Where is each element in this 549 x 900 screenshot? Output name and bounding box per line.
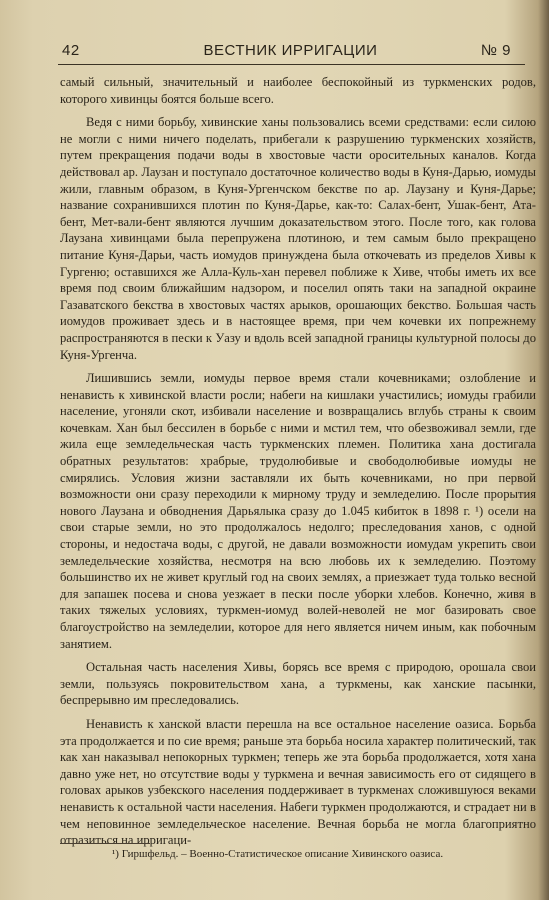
footnote-rule [60, 843, 150, 844]
paragraph-continuation: самый сильный, значительный и наиболее беспокойный из туркменских родов, которого хивинцы боятся больше всего. [60, 75, 536, 106]
article-body [60, 74, 536, 849]
issue-number: № 9 [480, 42, 511, 59]
header-rule [58, 64, 525, 65]
paragraph: Ведя с ними борьбу, хивинские ханы пользовались всеми средствами: если силою не могли с ними ничего поделать, прибегали к разрушению туркменских хозяйств, путем прекращения подачи воды в хвостовые части оросительных каналов. Когда действовал ар. Лаузан и поступало достаточное количество воды в Куня-Дарью, иомуды жили, главным образом, в Куня-Ургенчском бекстве по ар. Лаузану и Куня-Дарье; название сохранившихся плотин по Куня-Дарье, как-то: Салах-бент, Ушак-бент, Ата-бент, Мет-вали-бент являются лучшим доказательством этого. После того, как голова Лаузана хивинцами была перепружена плотиною, и тем самым было прекращено питание Куня-Дарьи, часть иомудов принуждена была откочевать из пределов Хивы к Гургеню; оставшихся же Алла-Куль-хан перевел поближе к Хиве, чтобы иметь их все время под своим ближайшим надзором, и поселил опять таки на западной окраине Газаватского бекства в хвостовых частях арыков, орошающих бекство. Большая часть иомудов проживает здесь и в настоящее время, при чем кочевки их попрежнему распространяются в пески к Уазу и вдоль всей западной границы культурной полосы до Куня-Ургенча. [60, 115, 536, 362]
paragraph: Лишившись земли, иомуды первое время стали кочевниками; озлобление и ненависть к хивинской власти росли; набеги на кишлаки участились; иомуды грабили население, угоняли скот, избивали население и возвращались вглубь страны к своим кочевкам. Хан был бессилен в борьбе с ними и мстил тем, что обезвоживал земли, где жила еще земледельческая часть туркменских племен. Политика хана достигала обратных результатов: храбрые, трудолюбивые и свободолюбивые иомуды не смирялись. Условия жизни заставляли их быть кочевниками, но при первой возможности они сразу переходили к мирному труду и земледелию. После прорытия нового Лаузана и обводнения Дарьялыка сразу до 1.045 кибиток в 1898 г. ¹) осели на свои старые земли, но это продолжалось недолго; преследования ханов, с одной стороны, и недостача воды, с другой, не давали возможности иомудам укрепить свои земледельческие хозяйства, несмотря на всю любовь их к земледелию. Поэтому большинство их не живет круглый год на своих землях, а приезжает туда только весной для запашек посева и снова уезжает в пески после уборки хлебов. Конечно, живя в таких тяжелых условиях, туркмен-иомуд волей-неволей не мог базировать свое благоустройство на земледелии, которое для него является ничем иным, как побочным занятием. [60, 371, 536, 651]
running-header [62, 40, 519, 62]
page-number: 42 [62, 42, 80, 59]
footnote: ¹) Гиршфельд. – Военно-Статистическое описание Хивинского оазиса. [112, 848, 444, 860]
paragraph: Остальная часть населения Хивы, борясь все время с природою, орошала свои земли, пользуясь покровительством хана, а туркмены, как ханские пасынки, беспрерывно им преследовались. [60, 660, 536, 708]
journal-title: ВЕСТНИК ИРРИГАЦИИ [203, 42, 378, 59]
paragraph: Ненависть к ханской власти перешла на все остальное население оазиса. Борьба эта продолжается и по сие время; раньше эта борьба носила характер политический, так как хан наказывал непокорных туркмен; теперь же эта борьба продолжается, хотя хана давно уже нет, но отсутствие воды у туркмена и вечная зависимость его от сидящего в головах арыков узбекского населения поддерживает в туркменах сложившуюся веками ненависть к остальной части населения. Набеги туркмен продолжаются, и страдает ни в чем неповинное земледельческое население. Вечная борьба не могла благоприятно отразиться на ирригаци- [60, 716, 536, 848]
